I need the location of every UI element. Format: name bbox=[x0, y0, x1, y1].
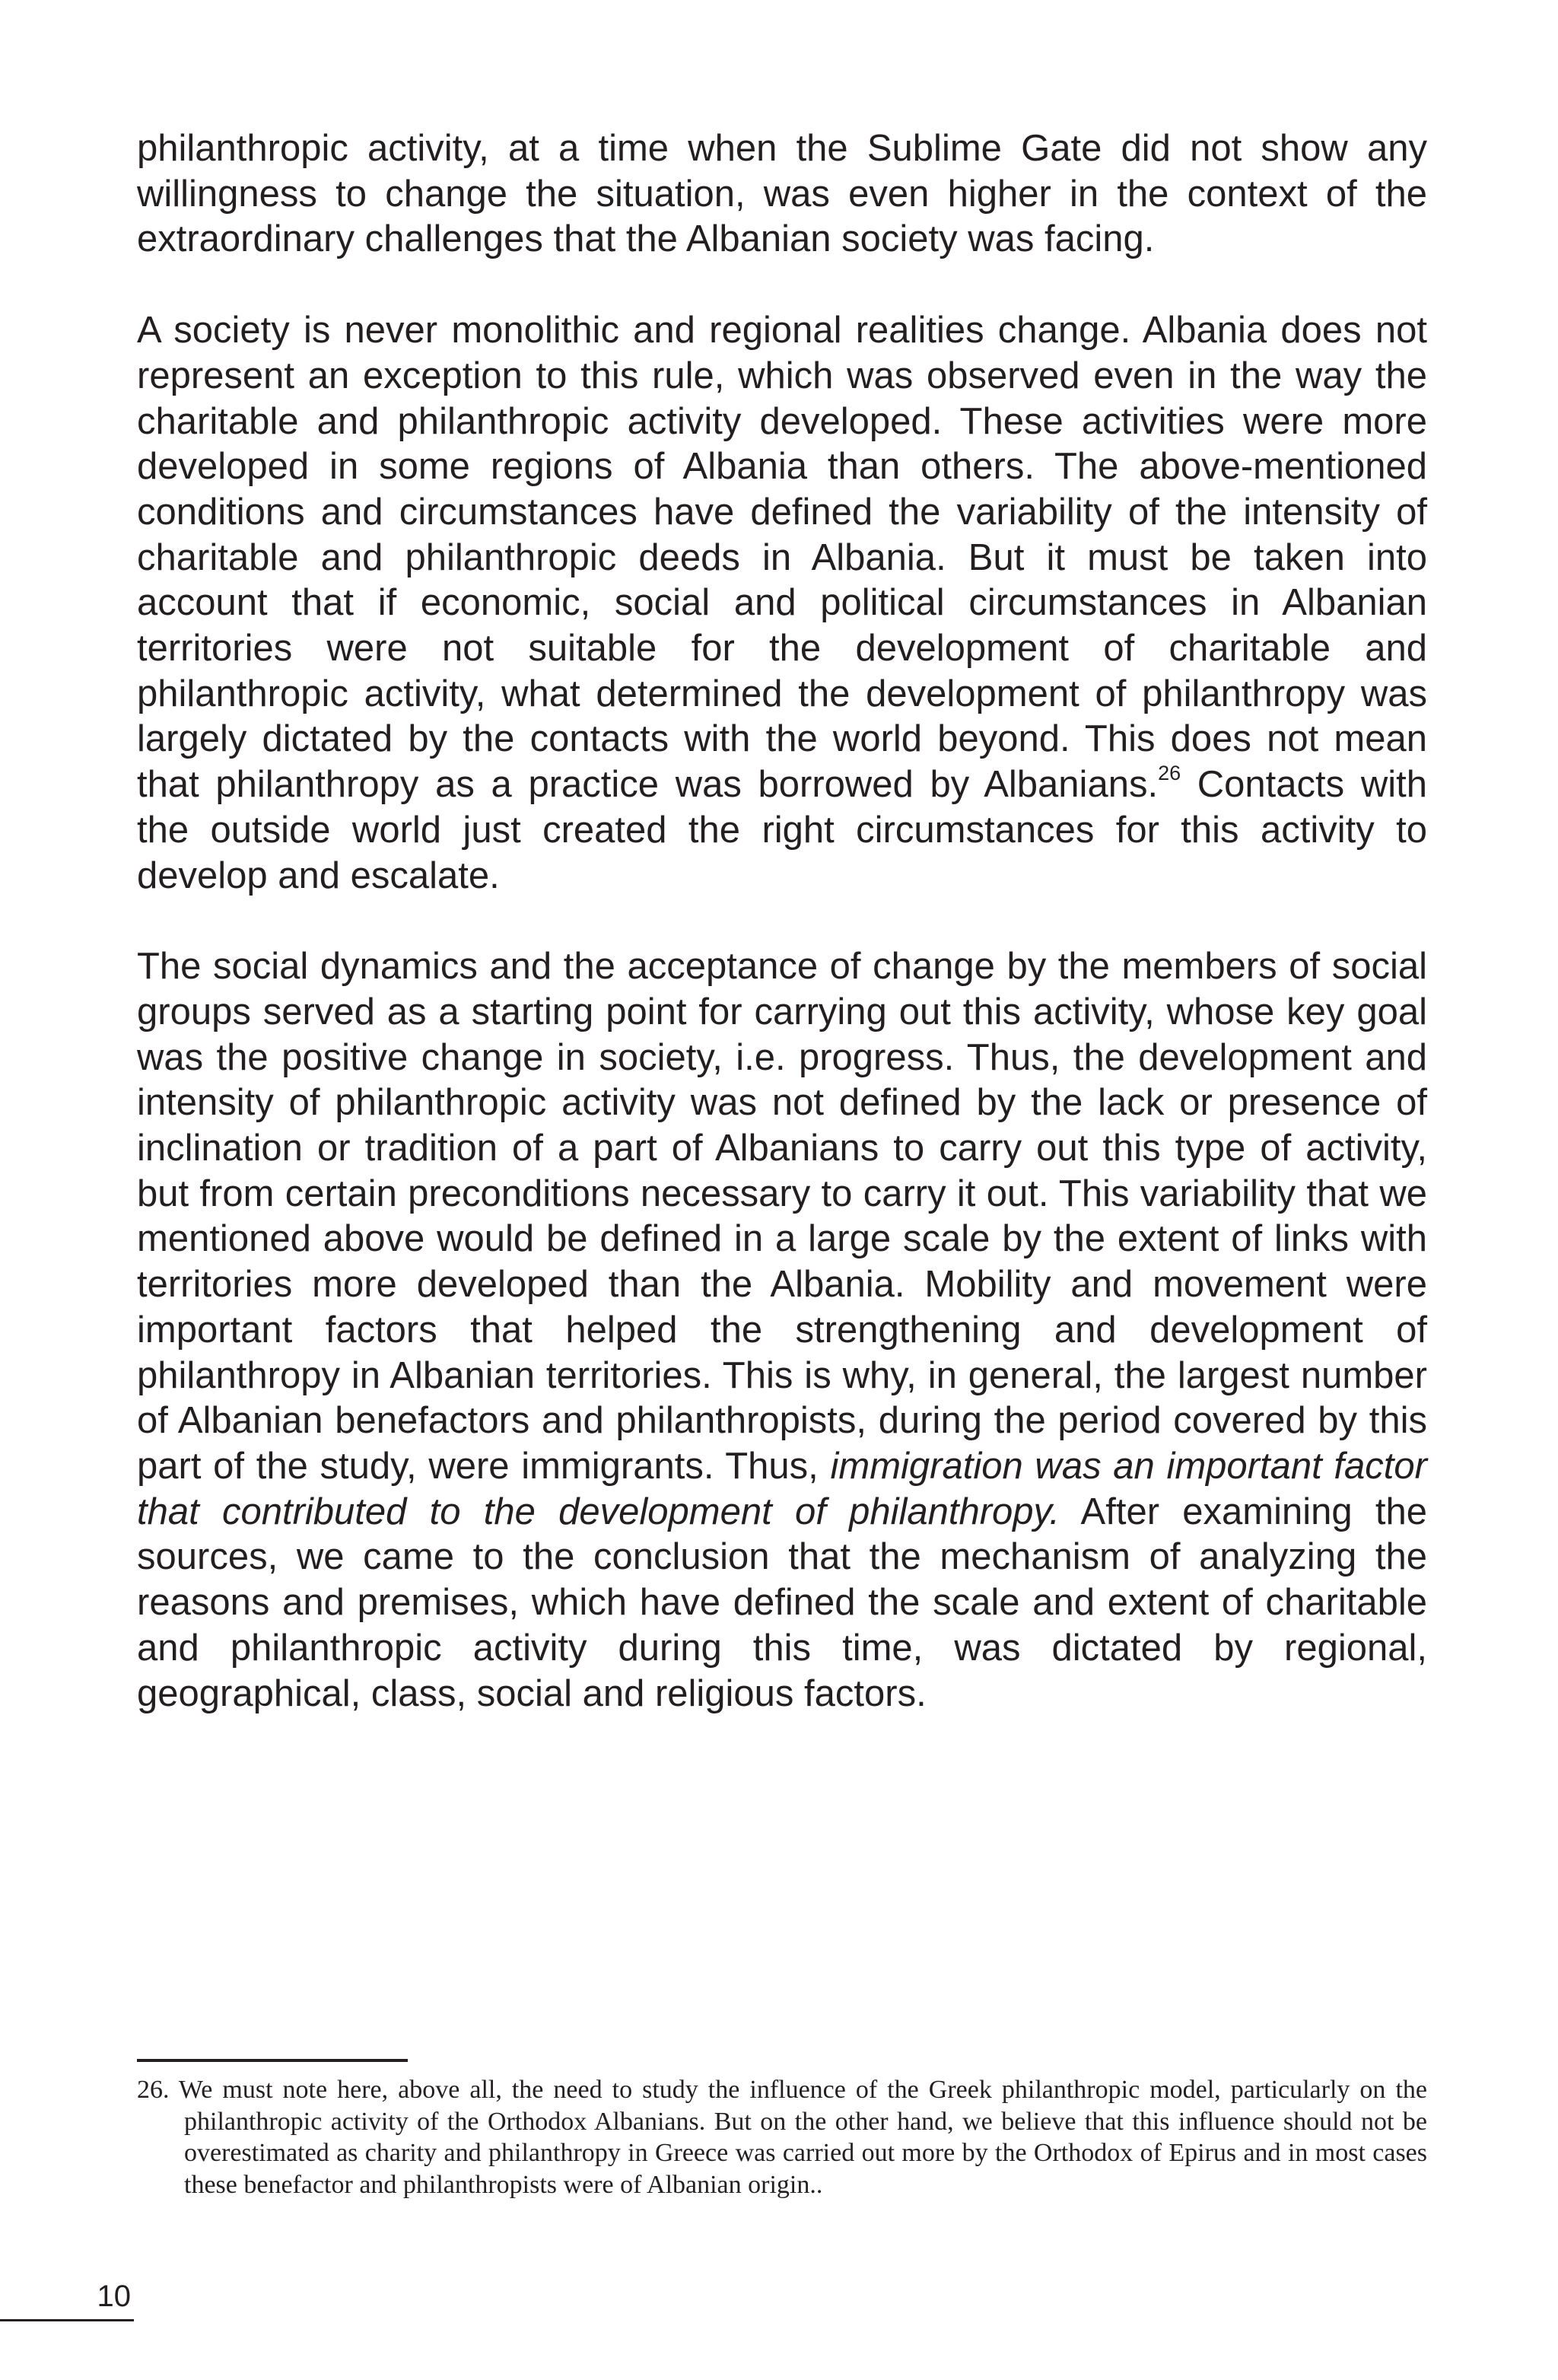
footnote-reference-26[interactable]: 26 bbox=[1158, 762, 1181, 785]
paragraph-2-text-start: A society is never monolithic and regional realities change. Albania does not represent an exception to this rule, which was observed even in the way the charitable and philanthropic activity developed. These activities were more developed in some regions of Albania than others. The above-mentioned conditions and circumstances have defined the variability of the intensity of charitable and philanthropic deeds in Albania. But it must be taken into account that if economic, social and political circumstances in Albanian territories were not suitable for the development of charitable and philanthropic activity, what determined the development of philanthropy was largely dictated by the contacts with the world beyond. This does not mean that philanthropy as a practice was borrowed by Albanians. bbox=[137, 310, 1427, 806]
paragraph-1: philanthropic activity, at a time when the Sublime Gate did not show any willingness to change the situation, was even higher in the context of the extraordinary challenges that the Albanian society was facing. bbox=[137, 128, 1427, 260]
page-number-rule bbox=[0, 2319, 134, 2321]
footnote-number: 26. bbox=[137, 2076, 170, 2104]
paragraph-2 bbox=[137, 308, 1427, 899]
paragraph-3-text-start: The social dynamics and the acceptance of change by the members of social groups served as a starting point for carrying out this activity, whose key goal was the positive change in society, i.e. progress. Thus, the development and intensity of philanthropic activity was not defined by the lack or presence of inclination or tradition of a part of Albanians to carry out this type of activity, but from certain preconditions necessary to carry it out. This variability that we mentioned above would be defined in a large scale by the extent of links with territories more developed than the Albania. Mobility and movement were important factors that helped the strengthening and development of philanthropy in Albanian territories. This is why, in general, the largest number of Albanian benefactors and philanthropists, during the period covered by this part of the study, were immigrants. Thus, bbox=[137, 946, 1427, 1487]
footnote-divider bbox=[137, 2059, 408, 2062]
page-number: 10 bbox=[97, 2280, 131, 2313]
footnote-text: We must note here, above all, the need to study the influence of the Greek philanthropic model, particularly on the philanthropic activity of the Orthodox Albanians. But on the other hand, we believe that this influence should not be overestimated as charity and philanthropy in Greece was carried out more by the Orthodox of Epirus and in most cases these benefactor and philanthropists were of Albanian origin.. bbox=[178, 2076, 1427, 2199]
paragraph-2-text-end: Contacts with the outside world just created the right circumstances for this activity to develop and escalate. bbox=[137, 764, 1427, 896]
paragraph-3-text-end: After examining the sources, we came to the conclusion that the mechanism of analyzing the reasons and premises, which have defined the scale and extent of charitable and philanthropic activity during this time, was dictated by regional, geographical, class, social and religious factors. bbox=[137, 1491, 1427, 1714]
paragraph-3 bbox=[137, 944, 1427, 1717]
main-text bbox=[137, 126, 1427, 1717]
paragraph-3-emphasis: immigration was an important factor that contributed to the development of philanthropy. bbox=[137, 1445, 1427, 1532]
footnote-26 bbox=[137, 2074, 1427, 2200]
